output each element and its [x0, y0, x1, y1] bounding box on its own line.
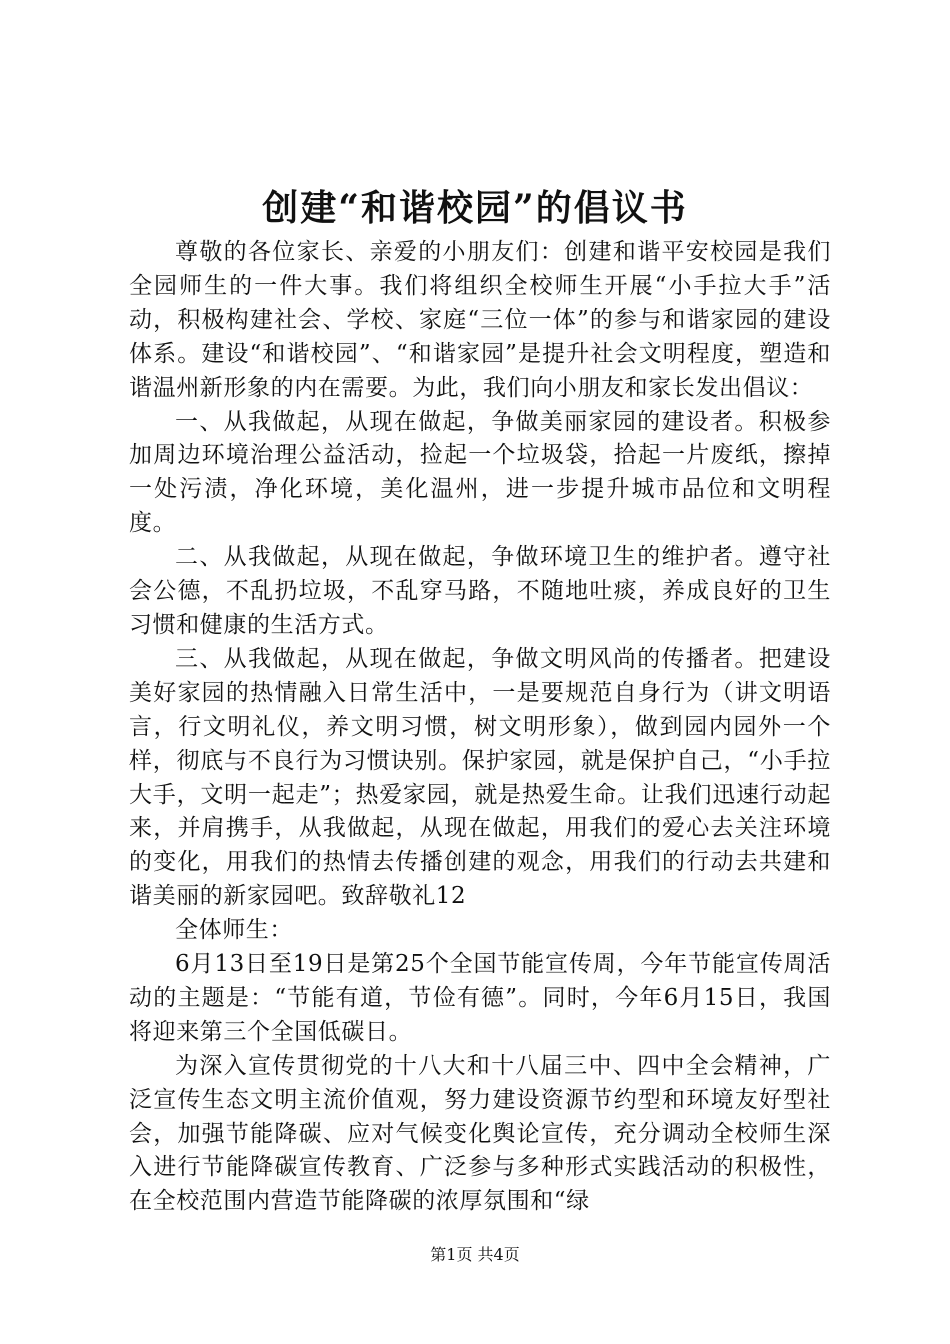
paragraph-energy-purpose: 为深入宣传贯彻党的十八大和十八届三中、四中全会精神，广泛宣传生态文明主流价值观，努力建设资源节约型和环境友好型社会，加强节能降碳、应对气候变化舆论宣传，充分调动全校师生深入进行节能降碳宣传教育、广泛参与多种形式实践活动的积极性，在全校范围内营造节能降碳的浓厚氛围和“绿: [129, 1052, 831, 1215]
document-body: [129, 236, 831, 1219]
document-title: 创建“和谐校园”的倡议书: [262, 187, 688, 229]
paragraph-salutation: 全体师生：: [175, 917, 293, 944]
paragraph-energy-week: 6月13日至19日是第25个全国节能宣传周，今年节能宣传周活动的主题是：“节能有道，节俭有德”。同时，今年6月15日，我国将迎来第三个全国低碳日。: [129, 951, 831, 1045]
paragraph-greeting: 尊敬的各位家长、亲爱的小朋友们：创建和谐平安校园是我们全园师生的一件大事。我们将组织全校师生开展“小手拉大手”活动，积极构建社会、学校、家庭“三位一体”的参与和谐家园的建设体系。建设“和谐校园”、“和谐家园”是提升社会文明程度，塑造和谐温州新形象的内在需要。为此，我们向小朋友和家长发出倡议：: [129, 239, 831, 401]
paragraph-proposal-1: 一、从我做起，从现在做起，争做美丽家园的建设者。积极参加周边环境治理公益活动，捡起一个垃圾袋，拾起一片废纸，擦掉一处污渍，净化环境，美化温州，进一步提升城市品位和文明程度。: [129, 408, 831, 537]
paragraph-proposal-2: 二、从我做起，从现在做起，争做环境卫生的维护者。遵守社会公德，不乱扔垃圾，不乱穿马路，不随地吐痰，养成良好的卫生习惯和健康的生活方式。: [129, 544, 831, 638]
paragraph-proposal-3: 三、从我做起，从现在做起，争做文明风尚的传播者。把建设美好家园的热情融入日常生活中，一是要规范自身行为（讲文明语言，行文明礼仪，养文明习惯，树文明形象），做到园内园外一个样，彻底与不良行为习惯诀别。保护家园，就是保护自己，“小手拉大手，文明一起走”；热爱家园，就是热爱生命。让我们迅速行动起来，并肩携手，从我做起，从现在做起，用我们的爱心去关注环境的变化，用我们的热情去传播创建的观念，用我们的行动去共建和谐美丽的新家园吧。致辞敬礼12: [129, 645, 831, 910]
page-footer: 第1页 共4页: [430, 1245, 520, 1264]
